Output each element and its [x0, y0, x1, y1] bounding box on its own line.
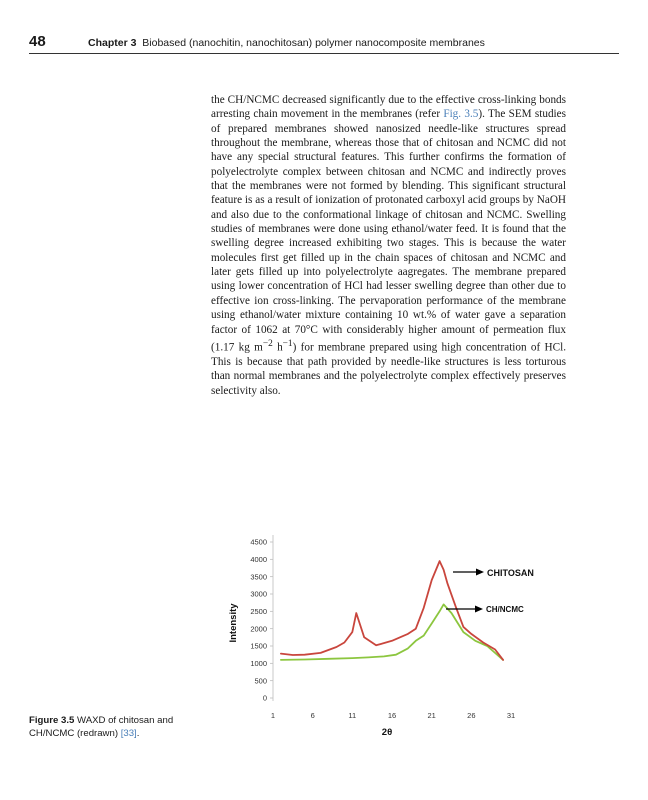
legend-chncmc-arrowhead — [475, 606, 483, 613]
body-text-start: the CH/NCMC decreased significantly due to the effective cross-linking bonds arresting chain movement in the membranes (refer — [211, 94, 566, 121]
y-tick-label: 500 — [254, 676, 267, 686]
legend-chitosan-arrowhead — [476, 569, 484, 576]
superscript: −1 — [282, 338, 293, 349]
body-text-mid: ). The SEM studies of prepared membranes showed nanosized needle-like structures spread throughout the membrane, whereas those that of chitosan and NCMC did not have any special structural features. This further confirms the formation of polyelectrolyte complex between chitosan and NCMC and indirectly proves that the membranes were not formed by blending. This significant structural feature is as a result of ionization of protonated carboxyl acid groups by NaOH and also due to the conformational linkage of chitosan and NCMC. Swelling studies of membranes were done using ethanol/water feed. It is found that the swelling degree increased exhibiting two stages. This is because the water molecules first get filled up in the chain spaces of chitosan and NCMC and later gets filled up into polyelectrolyte aagregates. The membrane prepared using lower concentration of HCl had lesser swelling degree than other due to effective ion cross-linking. The pervaporation performance of the membrane using ethanol/water mixture containing 10 wt.% of water gave a separation factor of 1062 at 70°C with considerably higher amount of permeation flux (1.17 kg m — [211, 108, 566, 354]
body-paragraph — [211, 93, 566, 398]
legend-chitosan-label: CHITOSAN — [487, 568, 534, 578]
y-tick-label: 4000 — [250, 555, 267, 565]
legend-chncmc-label: CH/NCMC — [486, 605, 524, 614]
series-line-chitosan — [281, 561, 503, 660]
y-tick-label: 0 — [262, 693, 267, 703]
x-axis-label: 2θ — [381, 727, 393, 738]
body-text-end: ) for membrane prepared using high concentration of HCl. This is because that path provided by needle-like structures is less torturous than normal membranes and the polyelectrolyte complex effectively preserves selectivity also. — [211, 341, 566, 397]
x-tick-label: 31 — [506, 711, 516, 720]
y-axis-label: Intensity — [228, 603, 239, 643]
y-tick-label: 2500 — [250, 607, 267, 617]
chapter-label: Chapter 3 — [88, 37, 137, 49]
figure-caption — [29, 715, 199, 740]
x-tick-label: 21 — [427, 711, 436, 720]
figure-label: Figure 3.5 — [29, 715, 75, 726]
caption-tail: . — [136, 727, 140, 739]
y-tick-label: 4500 — [250, 537, 267, 547]
waxd-chart — [220, 528, 560, 748]
running-header — [29, 33, 619, 54]
chapter-title: Biobased (nanochitin, nanochitosan) polymer nanocomposite membranes — [142, 37, 485, 49]
y-tick-label: 2000 — [250, 624, 267, 634]
y-tick-label: 1500 — [250, 641, 267, 651]
y-tick-label: 3500 — [250, 572, 267, 582]
y-tick-label: 3000 — [250, 589, 267, 599]
x-tick-label: 6 — [310, 711, 315, 720]
x-tick-label: 16 — [387, 711, 397, 720]
legend-chitosan — [453, 568, 534, 578]
figure-link[interactable]: Fig. 3.5 — [443, 108, 479, 121]
x-tick-label: 1 — [270, 711, 276, 720]
page-number: 48 — [29, 33, 46, 50]
caption-text: WAXD of chitosan and CH/NCMC (redrawn) — [29, 715, 174, 739]
superscript: −2 — [262, 338, 273, 349]
caption-citation-link[interactable]: [33] — [120, 727, 137, 739]
running-head — [88, 37, 485, 49]
y-tick-label: 1000 — [250, 659, 267, 669]
x-tick-label: 11 — [348, 711, 357, 720]
x-tick-label: 26 — [467, 711, 476, 720]
body-text-unit: h — [272, 341, 283, 354]
